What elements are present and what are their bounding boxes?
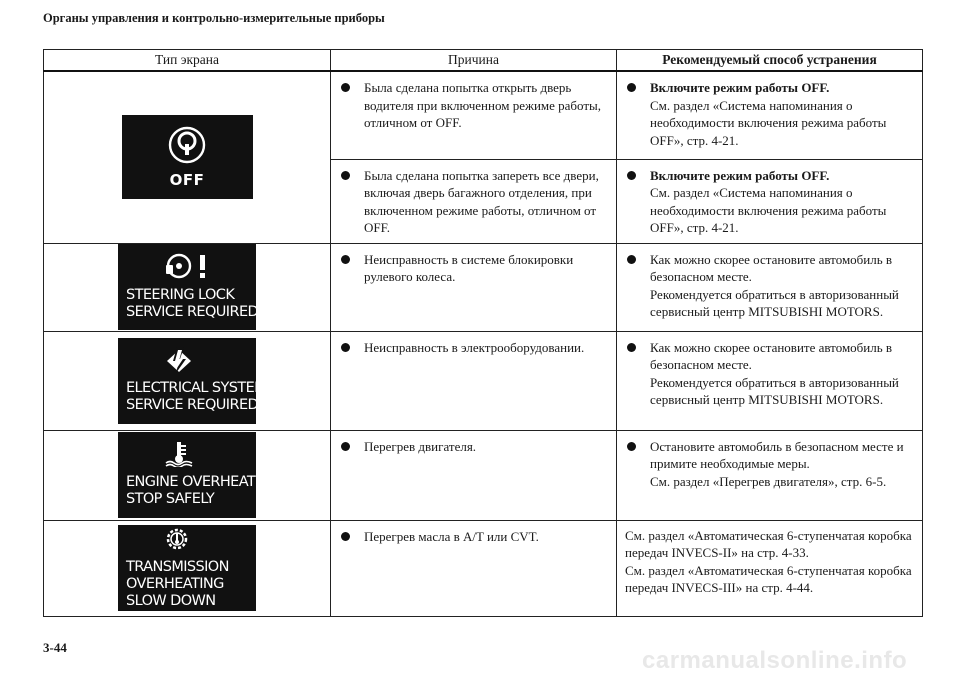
remedy-item: Как можно скорее остановите автомобиль в безопасном месте. Рекомендуется обратиться в авторизованный сервисный центр MITSUBISHI MOTORS. — [627, 339, 916, 409]
screen-cell-transmission — [44, 520, 331, 616]
bullet-icon — [341, 442, 350, 451]
key-icon — [167, 125, 207, 169]
screen-text-line: STOP SAFELY — [126, 491, 215, 507]
bullet-icon — [627, 255, 636, 264]
transmission-temperature-icon — [164, 526, 190, 556]
screen-text-line: SERVICE REQUIRED — [126, 304, 259, 320]
display-screen-steering-lock — [118, 244, 259, 330]
electrical-system-warning-icon — [164, 347, 194, 377]
screen-text-line: TRANSMISSION — [126, 558, 229, 575]
display-screen-off — [122, 115, 253, 199]
table-row — [44, 71, 923, 159]
bullet-icon — [627, 343, 636, 352]
bullet-icon — [341, 343, 350, 352]
screen-text-line: OFF — [169, 171, 205, 190]
screen-text-line: STEERING LOCK — [126, 287, 235, 303]
remedy-cell — [617, 430, 923, 520]
cause-cell — [331, 520, 617, 616]
cause-item: Была сделана попытка открыть дверь водителя при включенном режиме работы, отличном от OFF. — [341, 79, 610, 132]
column-header-remedy: Рекомендуемый способ устранения — [617, 50, 923, 72]
bullet-icon — [627, 171, 636, 180]
cause-cell — [331, 71, 617, 159]
screen-cell-electrical — [44, 331, 331, 430]
display-screen-engine — [118, 432, 280, 518]
table-row — [44, 430, 923, 520]
table-row — [44, 520, 923, 616]
watermark: carmanualsonline.info — [642, 647, 908, 674]
remedy-cell — [617, 71, 923, 159]
remedy-item: Включите режим работы OFF. См. раздел «Система напоминания о необходимости включения режима работы OFF», стр. 4-21. — [627, 167, 916, 237]
screen-text-line: ELECTRICAL SYSTEM — [126, 379, 267, 396]
table-row — [44, 331, 923, 430]
remedy-item: См. раздел «Автоматическая 6-ступенчатая коробка передач INVECS-II» на стр. 4-33. См. раздел «Автоматическая 6-ступенчатая коробка передач INVECS-III» на стр. 4-44. — [625, 527, 912, 595]
cause-cell — [331, 331, 617, 430]
cause-item: Перегрев масла в A/T или CVT. — [341, 528, 610, 546]
screen-text-line: ENGINE OVERHEATING — [126, 474, 280, 490]
remedy-item: Остановите автомобиль в безопасном месте и примите необходимые меры. См. раздел «Перегрев двигателя», стр. 6-5. — [627, 438, 916, 491]
screen-cell-steering-lock — [44, 243, 331, 331]
remedy-item: Включите режим работы OFF. См. раздел «Система напоминания о необходимости включения режима работы OFF», стр. 4-21. — [627, 79, 916, 149]
column-header-cause: Причина — [331, 50, 617, 72]
screen-text-line: SLOW DOWN — [126, 592, 216, 609]
remedy-cell — [617, 159, 923, 243]
display-screen-electrical — [118, 338, 267, 424]
cause-cell — [331, 159, 617, 243]
page-header-title: Органы управления и контрольно-измерительные приборы — [43, 11, 385, 25]
bullet-icon — [341, 255, 350, 264]
cause-item: Перегрев двигателя. — [341, 438, 610, 456]
cause-item: Неисправность в системе блокировки рулевого колеса. — [341, 251, 610, 286]
column-header-screen-type: Тип экрана — [44, 50, 331, 72]
cause-item: Была сделана попытка запереть все двери, включая дверь багажного отделения, при включенном режиме работы, отличном от OFF. — [341, 167, 610, 237]
screen-cell-off — [44, 71, 331, 243]
screen-text-line: SERVICE REQUIRED — [126, 396, 259, 413]
screen-text-line: OVERHEATING — [126, 575, 224, 592]
table-row — [44, 243, 923, 331]
steering-lock-warning-icon — [164, 252, 210, 284]
page-number: 3-44 — [43, 640, 67, 655]
display-screen-transmission — [118, 525, 256, 611]
remedy-item: Как можно скорее остановите автомобиль в безопасном месте. Рекомендуется обратиться в авторизованный сервисный центр MITSUBISHI MOTORS. — [627, 251, 916, 321]
remedy-cell — [617, 243, 923, 331]
warning-messages-table — [43, 49, 923, 617]
cause-cell — [331, 243, 617, 331]
bullet-icon — [341, 83, 350, 92]
cause-cell — [331, 430, 617, 520]
remedy-cell — [617, 331, 923, 430]
bullet-icon — [341, 532, 350, 541]
screen-cell-engine — [44, 430, 331, 520]
table-header-row — [44, 50, 923, 72]
bullet-icon — [627, 83, 636, 92]
bullet-icon — [627, 442, 636, 451]
cause-item: Неисправность в электрооборудовании. — [341, 339, 610, 357]
coolant-temperature-icon — [164, 441, 194, 471]
remedy-cell — [617, 520, 923, 616]
bullet-icon — [341, 171, 350, 180]
